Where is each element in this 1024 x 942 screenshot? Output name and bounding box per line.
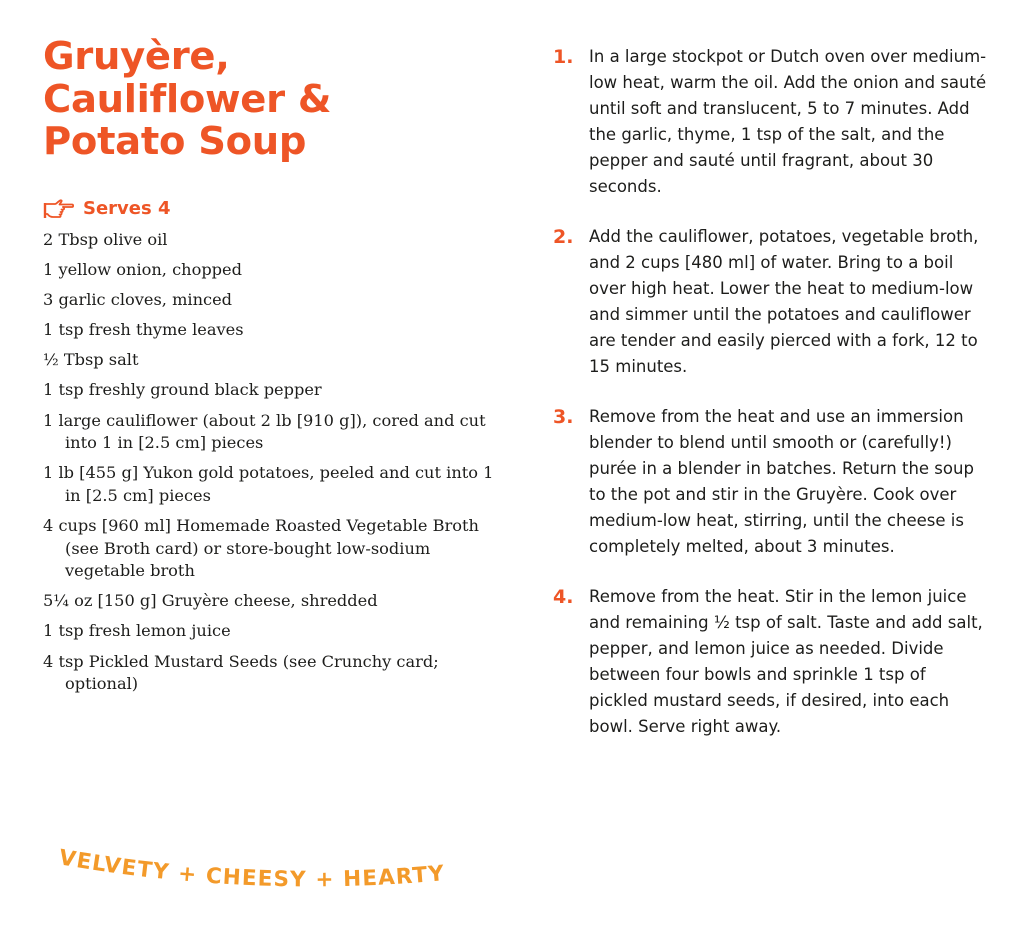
ingredient-item: 5¼ oz [150 g] Gruyère cheese, shredded <box>43 591 378 611</box>
step-item <box>553 404 993 560</box>
ingredient-item: 3 garlic cloves, minced <box>43 289 233 309</box>
tagline-path: VELVETY + CHEESY + HEARTY <box>57 845 447 893</box>
recipe-title <box>43 36 503 164</box>
step-number: 3. <box>553 406 574 428</box>
step-text: Remove from the heat. Stir in the lemon juice and remaining ½ tsp of salt. Taste and add salt, pepper, and lemon juice as needed. Divide between four bowls and sprinkle 1 tsp of pickled mustard seeds, if desired, into each bowl. Serve right away. <box>589 587 983 736</box>
step-number: 2. <box>553 226 574 248</box>
ingredient-item: 1 tsp fresh lemon juice <box>43 621 231 641</box>
ingredient-item: 1 lb [455 g] Yukon gold potatoes, peeled and cut into 1 in [2.5 cm] pieces <box>43 463 494 505</box>
step-number: 4. <box>553 586 574 608</box>
ingredient-item: 4 tsp Pickled Mustard Seeds (see Crunchy card; optional) <box>43 651 439 694</box>
ingredient-item: 1 tsp freshly ground black pepper <box>43 380 322 400</box>
ingredient-item: 4 cups [960 ml] Homemade Roasted Vegetable Broth (see Broth card) or store-bought low-sodium vegetable broth <box>43 516 479 580</box>
title-line: Cauliflower & <box>43 76 332 122</box>
ingredient-item: 1 large cauliflower (about 2 lb [910 g]), cored and cut into 1 in [2.5 cm] pieces <box>43 410 486 453</box>
pointing-hand-icon <box>43 198 75 220</box>
step-text: Remove from the heat and use an immersion blender to blend until smooth or (carefully!) purée in a blender in batches. Return the soup to the pot and stir in the Gruyère. Cook over medium-low heat, stirring, until the cheese is completely melted, about 3 minutes. <box>589 407 974 556</box>
title-line: Potato Soup <box>43 119 307 164</box>
method-steps <box>553 44 993 764</box>
tagline-text <box>57 845 446 892</box>
step-text: In a large stockpot or Dutch oven over medium-low heat, warm the oil. Add the onion and sauté until soft and translucent, 5 to 7 minutes. Add the garlic, thyme, 1 tsp of the salt, and the pepper and sauté until fragrant, about 30 seconds. <box>589 47 987 196</box>
ingredients-column <box>43 36 503 703</box>
step-item <box>553 584 993 740</box>
ingredient-item: ½ Tbsp salt <box>43 350 139 370</box>
ingredient-item: 2 Tbsp olive oil <box>43 229 168 249</box>
step-item <box>553 44 993 200</box>
ingredient-list <box>43 229 503 696</box>
step-item <box>553 224 993 380</box>
step-number: 1. <box>553 46 574 68</box>
ingredient-item: 1 yellow onion, chopped <box>43 259 242 279</box>
serves-label: Serves 4 <box>83 198 171 219</box>
step-text: Add the cauliflower, potatoes, vegetable broth, and 2 cups [480 ml] of water. Bring to a boil over high heat. Lower the heat to medium-low and simmer until the potatoes and cauliflower are tender and easily pierced with a fork, 12 to 15 minutes. <box>589 227 979 376</box>
serves-row <box>43 197 503 221</box>
title-line: Gruyère, <box>43 34 230 79</box>
ingredient-item: 1 tsp fresh thyme leaves <box>43 320 244 340</box>
